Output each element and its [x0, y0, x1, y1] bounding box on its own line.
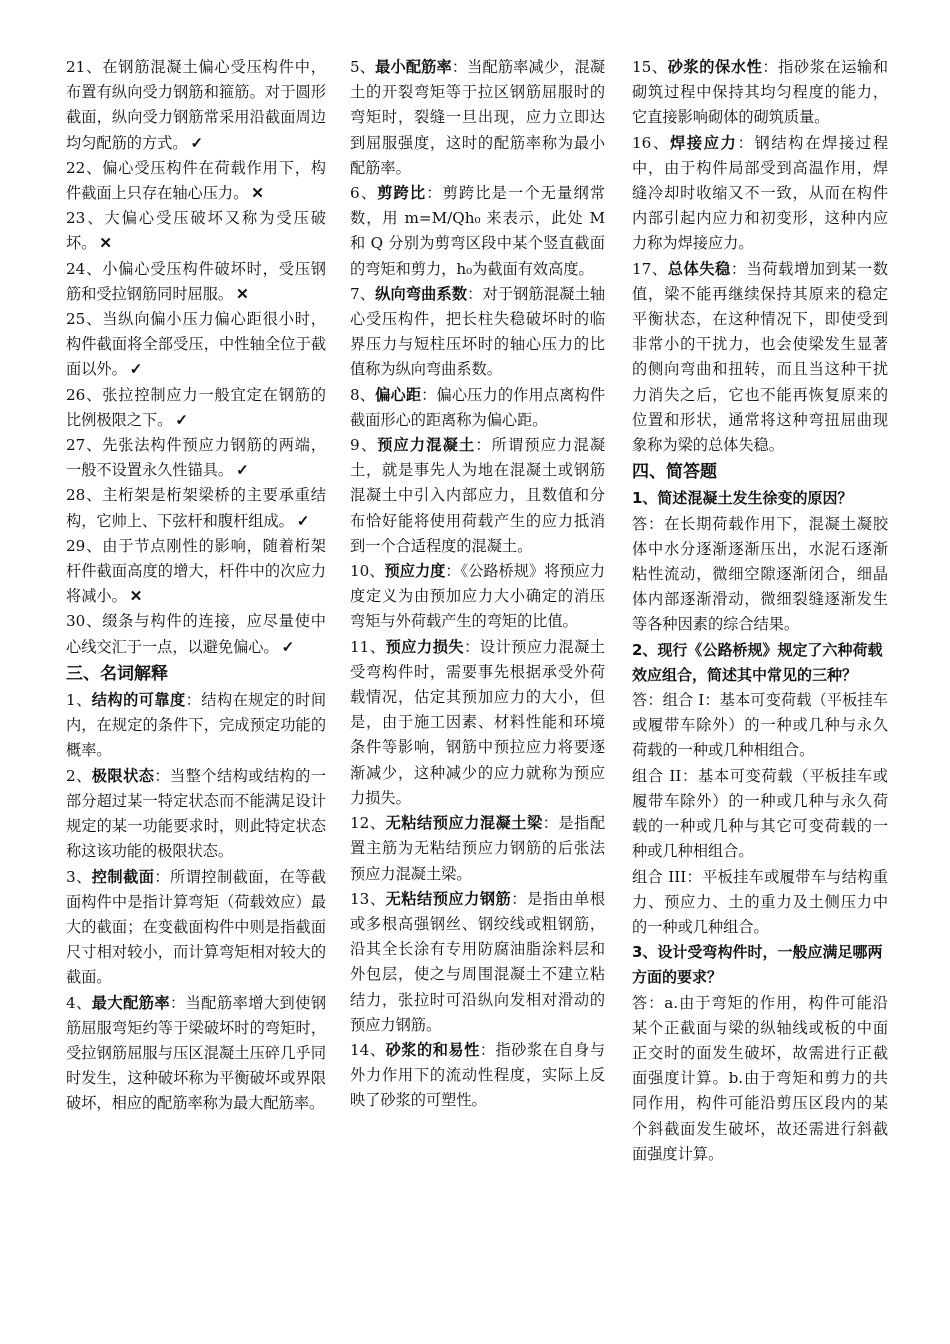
term-6: 6、剪跨比：剪跨比是一个无量纲常数，用 m=M/Qh₀ 来表示，此处 M 和 Q 分别为剪弯区段中某个竖直截面的弯矩和剪力，h₀为截面有效高度。: [350, 184, 606, 278]
answer-2-combo-1: 答：组合 I：基本可变荷载（平板挂车或履带车除外）的一种或几种与永久荷载的一种或几种相组合。: [632, 691, 888, 760]
column-2: [350, 55, 605, 1114]
term-7: 7、纵向弯曲系数：对于钢筋混凝土轴心受压构件，把长柱失稳破坏时的临界压力与短柱压坏时的轴心压力的比值称为纵向弯曲系数。: [350, 284, 606, 379]
term-9: 9、预应力混凝土：所谓预应力混凝土，就是事先人为地在混凝土或钢筋混凝土中引入内部应力，且数值和分布恰好能将使用荷载产生的应力抵消到一个合适程度的混凝土。: [350, 436, 606, 555]
cross-icon: ✕: [99, 234, 113, 253]
term-14: 14、砂浆的和易性：指砂浆在自身与外力作用下的流动性程度，实际上反映了砂浆的可塑性。: [350, 1040, 606, 1110]
section-3-title: 三、名词解释: [66, 663, 168, 684]
answer-2-combo-3: 组合 III：平板挂车或履带车与结构重力、预应力、土的重力及土侧压力中的一种或几种组合。: [632, 867, 888, 936]
tf-item-29: 29、由于节点刚性的影响，随着桁架杆件截面高度的增大，杆件中的次应力将减小。 ✕: [66, 536, 326, 606]
term-3: 3、控制截面：所谓控制截面，在等截面构件中是指计算弯矩（荷载效应）最大的截面；在变截面构件中则是指截面尺寸相对较小，而计算弯矩相对较大的截面。: [66, 867, 327, 987]
tf-item-21: 21、在钢筋混凝土偏心受压构件中，布置有纵向受力钢筋和箍筋。对于圆形截面，纵向受力钢筋常采用沿截面周边均匀配筋的方式。 ✓: [66, 58, 326, 152]
tf-item-22: 22、偏心受压构件在荷载作用下，构件截面上只存在轴心压力。 ✕: [66, 158, 326, 203]
cross-icon: ✕: [236, 284, 249, 303]
check-icon: ✓: [190, 133, 204, 152]
check-icon: ✓: [236, 461, 249, 480]
term-1: 1、结构的可靠度：结构在规定的时间内，在规定的条件下，完成预定功能的概率。: [66, 691, 327, 760]
section-4-title: 四、简答题: [632, 462, 717, 483]
term-8: 8、偏心距：偏心压力的作用点离构件截面形心的距离称为偏心距。: [350, 385, 606, 429]
tf-item-24: 24、小偏心受压构件破坏时，受压钢筋和受拉钢筋同时屈服。 ✕: [66, 259, 326, 303]
tf-item-28: 28、主桁架是桁架梁桥的主要承重结构，它帅上、下弦杆和腹杆组成。 ✓: [66, 486, 326, 530]
column-1: [66, 55, 326, 1117]
column-3: [632, 55, 888, 1167]
cross-icon: ✕: [251, 184, 264, 203]
question-1: 1、简述混凝土发生徐变的原因？: [632, 489, 853, 508]
term-2: 2、极限状态：当整个结构或结构的一部分超过某一特定状态而不能满足设计规定的某一功能要求时，则此特定状态称这该功能的极限状态。: [66, 766, 327, 861]
term-12: 12、无粘结预应力混凝土梁：是指配置主筋为无粘结预应力钢筋的后张法预应力混凝土梁。: [350, 814, 606, 883]
term-5: 5、最小配筋率：当配筋率减少，混凝土的开裂弯矩等于拉区钢筋屈服时的弯矩时，裂缝一旦出现，应力立即达到屈服强度，这时的配筋率称为最小配筋率。: [350, 58, 606, 177]
tf-item-26: 26、张拉控制应力一般宜定在钢筋的比例极限之下。 ✓: [66, 385, 326, 429]
cross-icon: ✕: [129, 587, 143, 606]
term-13: 13、无粘结预应力钢筋：是指由单根或多根高强钢丝、钢绞线或粗钢筋，沿其全长涂有专用防腐油脂涂料层和外包层，使之与周围混凝土不建立粘结力，张拉时可沿纵向发相对滑动的预应力钢筋。: [350, 889, 606, 1034]
term-16: 16、焊接应力：钢结构在焊接过程中，由于构件局部受到高温作用，焊缝冷却时收缩又不一致，从而在构件内部引起内应力和初变形，这种内应力称为焊接应力。: [632, 133, 889, 253]
check-icon: ✓: [281, 637, 295, 656]
tf-item-23: 23、大偏心受压破坏又称为受压破坏。 ✕: [66, 209, 326, 253]
tf-item-25: 25、当纵向偏小压力偏心距很小时，构件截面将全部受压，中性轴全位于截面以外。 ✓: [66, 310, 326, 379]
check-icon: ✓: [296, 511, 310, 530]
answer-3: 答：a.由于弯矩的作用，构件可能沿某个正截面与梁的纵轴线或板的中面正交时的面发生破坏，故需进行正截面强度计算。b.由于弯矩和剪力的共同作用，构件可能沿剪压区段内的某个斜截面发生破坏，故还需进行斜截面强度计算。: [632, 993, 888, 1163]
term-4: 4、最大配筋率：当配筋率增大到使钢筋屈服弯矩约等于梁破坏时的弯矩时，受拉钢筋屈服与压区混凝土压碎几乎同时发生，这种破坏称为平衡破坏或界限破坏，相应的配筋率称为最大配筋率。: [66, 993, 327, 1113]
check-icon: ✓: [129, 360, 143, 379]
term-10: 10、预应力度：《公路桥规》将预应力度定义为由预加应力大小确定的消压弯矩与外荷载产生的弯矩的比值。: [350, 562, 606, 631]
check-icon: ✓: [175, 410, 189, 429]
tf-item-30: 30、缀条与构件的连接，应尽量使中心线交汇于一点，以避免偏心。 ✓: [66, 612, 326, 656]
question-2: 2、现行《公路桥规》规定了六种荷载效应组合，简述其中常见的三种？: [632, 640, 883, 684]
term-17: 17、总体失稳：当荷载增加到某一数值，梁不能再继续保持其原来的稳定平衡状态，在这种情况下，即使受到非常小的干扰力，也会使梁发生显著的侧向弯曲和扭转，而且当这种干扰力消失之后，它也不能再恢复原来的位置和形状，通常将这种弯扭屈曲现象称为梁的总体失稳。: [632, 259, 889, 455]
tf-item-27: 27、先张法构件预应力钢筋的两端，一般不设置永久性锚具。 ✓: [66, 436, 326, 480]
question-3: 3、设计受弯构件时，一般应满足哪两方面的要求？: [632, 943, 883, 987]
term-11: 11、预应力损失：设计预应力混凝土受弯构件时，需要事先根据承受外荷载情况，估定其预加应力的大小，但是，由于施工因素、材料性能和环境条件等影响，钢筋中预拉应力将要逐渐减少，这种减少的应力就称为预应力损失。: [350, 637, 606, 807]
answer-2-combo-2: 组合 II：基本可变荷载（平板挂车或履带车除外）的一种或几种与永久荷载的一种或几种与其它可变荷载的一种或几种相组合。: [632, 766, 888, 861]
answer-1: 答：在长期荷载作用下，混凝土凝胶体中水分逐渐逐渐压出，水泥石逐渐粘性流动，微细空隙逐渐闭合，细晶体内部逐渐滑动，微细裂缝逐渐发生等各种因素的综合结果。: [632, 514, 888, 634]
term-15: 15、砂浆的保水性：指砂浆在运输和砌筑过程中保持其均匀程度的能力，它直接影响砌体的砌筑质量。: [632, 58, 889, 127]
